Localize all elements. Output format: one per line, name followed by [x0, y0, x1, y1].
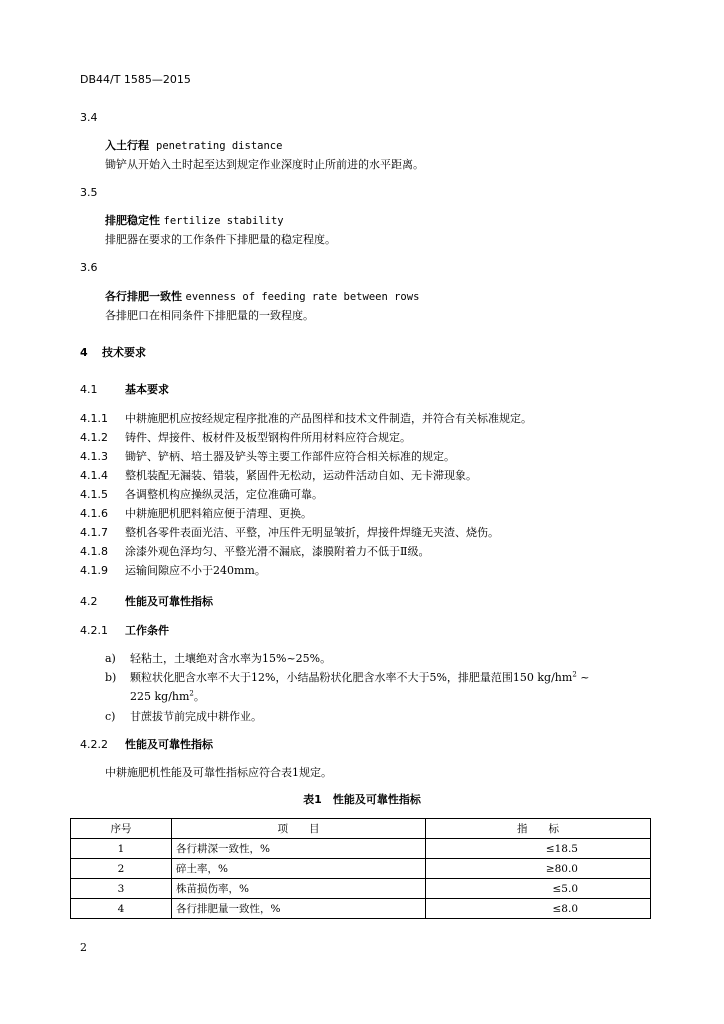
term-definition: 锄铲从开始入土时起至达到规定作业深度时止所前进的水平距离。 [105, 158, 424, 171]
table-cell: ≤8.0 [426, 899, 651, 919]
table-cell: 2 [71, 859, 172, 879]
list-label: a) [105, 652, 116, 665]
subsection-title: 基本要求 [125, 383, 169, 396]
table-header-cell: 项 目 [172, 819, 426, 839]
clause-text: 运输间隙应不小于240mm。 [125, 564, 266, 577]
table-cell: 4 [71, 899, 172, 919]
term-definition: 排肥器在要求的工作条件下排肥量的稳定程度。 [105, 233, 336, 246]
clause-heading [80, 625, 169, 636]
superscript: 2 [189, 689, 194, 698]
table-cell: 碎土率，% [172, 859, 426, 879]
clause-item [80, 413, 532, 424]
table-row [71, 899, 651, 919]
list-text: 轻粘土，土壤绝对含水率为15%~25%。 [130, 652, 332, 665]
term-title-zh: 各行排肥一致性 [105, 290, 182, 303]
term-number: 3.6 [80, 261, 98, 274]
paragraph: 中耕施肥机性能及可靠性指标应符合表1规定。 [105, 766, 332, 779]
clause-number: 4.1.5 [80, 488, 108, 501]
section-number: 4 [80, 346, 88, 359]
condition-item [105, 672, 590, 683]
table-cell: 株苗损伤率，% [172, 879, 426, 899]
clause-text: 涂漆外观色泽均匀、平整光滑不漏底，漆膜附着力不低于Ⅱ级。 [125, 545, 430, 558]
list-text: 颗粒状化肥含水率不大于12%，小结晶粉状化肥含水率不大于5%，排肥量范围150 kg/hm [130, 671, 573, 684]
clause-title: 性能及可靠性指标 [125, 738, 213, 751]
clause-text: 整机装配无漏装、错装，紧固件无松动，运动件活动自如、无卡滞现象。 [125, 469, 477, 482]
term-title [105, 215, 284, 227]
subsection-heading [80, 596, 213, 607]
clause-number: 4.2.2 [80, 738, 108, 751]
term-title-zh: 排肥稳定性 [105, 214, 160, 227]
table-cell: ≤5.0 [426, 879, 651, 899]
clause-item [80, 508, 312, 519]
term-definition: 各排肥口在相同条件下排肥量的一致程度。 [105, 309, 314, 322]
clause-item [80, 470, 477, 481]
list-label: c) [105, 710, 116, 723]
term-title-zh: 入土行程 [105, 139, 149, 152]
clause-text: 中耕施肥机应按经规定程序批准的产品图样和技术文件制造，并符合有关标准规定。 [125, 412, 532, 425]
condition-item [105, 711, 262, 722]
table-cell: ≥80.0 [426, 859, 651, 879]
list-text-tail: ~ [576, 671, 590, 684]
clause-item [80, 489, 323, 500]
clause-number: 4.1.9 [80, 564, 108, 577]
clause-text: 整机各零件表面光洁、平整，冲压件无明显皱折，焊接件焊缝无夹渣、烧伤。 [125, 526, 499, 539]
table-header-cell: 指 标 [426, 819, 651, 839]
term-title-en: evenness of feeding rate between rows [185, 291, 420, 303]
clause-item [80, 565, 266, 576]
table-header-row [71, 819, 651, 839]
subsection-number: 4.1 [80, 383, 98, 396]
table-row [71, 859, 651, 879]
subsection-title: 性能及可靠性指标 [125, 595, 213, 608]
table-caption: 表1 性能及可靠性指标 [303, 793, 421, 806]
clause-title: 工作条件 [125, 624, 169, 637]
subsection-heading [80, 384, 169, 395]
term-title-en: penetrating distance [156, 140, 283, 152]
list-text-end: 。 [193, 690, 205, 703]
list-label: b) [105, 671, 117, 684]
clause-item [80, 451, 455, 462]
page-number: 2 [80, 941, 87, 954]
subsection-number: 4.2 [80, 595, 98, 608]
table-row [71, 839, 651, 859]
table-cell: ≤18.5 [426, 839, 651, 859]
document-header: DB44/T 1585—2015 [80, 73, 191, 86]
clause-item [80, 546, 429, 557]
term-title [105, 140, 282, 152]
clause-number: 4.1.2 [80, 431, 108, 444]
condition-item [105, 653, 331, 664]
table-cell: 3 [71, 879, 172, 899]
table-cell: 各行耕深一致性，% [172, 839, 426, 859]
clause-text: 各调整机构应操纵灵活，定位准确可靠。 [125, 488, 323, 501]
table-header-cell: 序号 [71, 819, 172, 839]
clause-number: 4.1.1 [80, 412, 108, 425]
table-cell: 1 [71, 839, 172, 859]
clause-number: 4.2.1 [80, 624, 108, 637]
term-number: 3.5 [80, 186, 98, 199]
clause-item [80, 432, 411, 443]
performance-table [70, 818, 651, 919]
clause-item [80, 527, 499, 538]
clause-text: 铸件、焊接件、板材件及板型钢构件所用材料应符合规定。 [125, 431, 411, 444]
term-title [105, 291, 419, 303]
clause-text: 中耕施肥机肥料箱应便于清理、更换。 [125, 507, 312, 520]
clause-number: 4.1.8 [80, 545, 108, 558]
list-text: 225 kg/hm [130, 690, 190, 703]
clause-number: 4.1.6 [80, 507, 108, 520]
clause-number: 4.1.7 [80, 526, 108, 539]
clause-number: 4.1.4 [80, 469, 108, 482]
list-text: 甘蔗拔节前完成中耕作业。 [130, 710, 262, 723]
table-row [71, 879, 651, 899]
superscript: 2 [572, 670, 577, 679]
clause-text: 锄铲、铲柄、培土器及铲头等主要工作部件应符合相关标准的规定。 [125, 450, 455, 463]
clause-heading [80, 739, 213, 750]
section-heading [80, 347, 146, 358]
table-cell: 各行排肥量一致性，% [172, 899, 426, 919]
term-title-en: fertilize stability [163, 215, 284, 227]
section-title: 技术要求 [102, 346, 146, 359]
condition-continuation [130, 691, 205, 702]
term-number: 3.4 [80, 111, 98, 124]
clause-number: 4.1.3 [80, 450, 108, 463]
